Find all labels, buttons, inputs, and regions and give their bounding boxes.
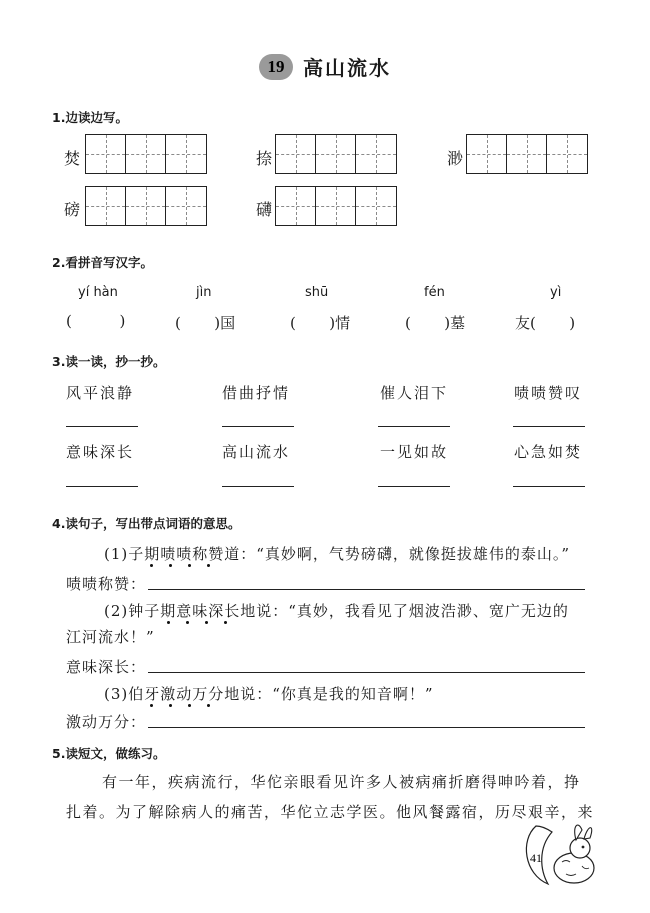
q3-heading: 3.读一读，抄一抄。 [52,354,166,369]
idiom-text: 风平浪静 [66,384,135,402]
answer-label: 激动万分： [66,713,147,731]
char-label: 焚 [64,149,81,168]
emphasis-dot [169,704,172,707]
grid-cell[interactable] [166,135,206,173]
writing-grid[interactable] [275,186,397,226]
answer-line[interactable] [148,589,585,590]
copy-line[interactable] [378,486,450,487]
page-number-emblem [522,818,604,892]
grid-cell[interactable] [126,187,166,225]
sentence-text: (1)子期啧啧称赞道：“真妙啊，气势磅礴，就像挺拔雄伟的泰山。” [104,545,571,563]
copy-line[interactable] [222,426,294,427]
emphasis-dot [186,621,189,624]
emphasis-dot [207,704,210,707]
rabbit-icon [554,825,594,883]
answer-line[interactable] [148,727,585,728]
emphasis-dot [150,704,153,707]
idiom-text: 啧啧赞叹 [514,384,583,402]
idiom-text: 心急如焚 [514,443,583,461]
q2-heading: 2.看拼音写汉字。 [52,255,153,270]
sentence-text: (2)钟子期意味深长地说：“真妙，我看见了烟波浩渺、宽广无边的 [104,602,569,620]
copy-line[interactable] [66,426,138,427]
char-label: 渺 [447,149,464,168]
writing-grid[interactable] [275,134,397,174]
pinyin-text: jìn [196,285,212,300]
grid-cell[interactable] [316,135,356,173]
writing-grid[interactable] [85,186,207,226]
title-bar [0,52,650,81]
sentence-text: 江河流水！” [66,628,155,646]
grid-cell[interactable] [276,187,316,225]
grid-cell[interactable] [547,135,587,173]
emphasis-dot [167,621,170,624]
q1-heading: 1.边读边写。 [52,110,128,125]
answer-blank[interactable]: ( )国 [175,314,236,332]
emphasis-dot [224,621,227,624]
copy-line[interactable] [513,486,585,487]
pinyin-text: yí hàn [78,285,118,300]
pinyin-text: shū [305,285,329,300]
emphasis-dot [150,564,153,567]
answer-label: 啧啧称赞： [66,575,147,593]
pinyin-text: yì [550,285,562,300]
idiom-text: 催人泪下 [380,384,449,402]
answer-blank[interactable]: ( )情 [290,314,351,332]
grid-cell[interactable] [467,135,507,173]
writing-grid[interactable] [85,134,207,174]
sentence-text: (3)伯牙激动万分地说：“你真是我的知音啊！” [104,685,434,703]
copy-line[interactable] [378,426,450,427]
page-number: 41 [530,851,542,865]
passage-text: 有一年，疾病流行，华佗亲眼看见许多人被病痛折磨得呻吟着，挣 [102,773,581,791]
answer-blank[interactable]: 友( ) [515,314,576,332]
lesson-number-badge: 19 [259,54,293,80]
answer-blank[interactable]: ( )墓 [405,314,466,332]
idiom-text: 借曲抒情 [222,384,291,402]
grid-cell[interactable] [86,135,126,173]
grid-cell[interactable] [86,187,126,225]
answer-label: 意味深长： [66,658,147,676]
emphasis-dot [207,564,210,567]
copy-line[interactable] [66,486,138,487]
q4-heading: 4.读句子，写出带点词语的意思。 [52,516,241,531]
page-title: 高山流水 [303,56,391,80]
grid-cell[interactable] [356,135,396,173]
emphasis-dot [205,621,208,624]
grid-cell[interactable] [126,135,166,173]
pinyin-text: fén [424,285,445,300]
copy-line[interactable] [513,426,585,427]
idiom-text: 高山流水 [222,443,291,461]
idiom-text: 一见如故 [380,443,449,461]
grid-cell[interactable] [166,187,206,225]
emphasis-dot [169,564,172,567]
q5-heading: 5.读短文，做练习。 [52,746,166,761]
grid-cell[interactable] [276,135,316,173]
char-label: 礴 [256,200,273,219]
emphasis-dot [188,564,191,567]
copy-line[interactable] [222,486,294,487]
char-label: 捺 [256,149,273,168]
idiom-text: 意味深长 [66,443,135,461]
answer-blank[interactable]: ( ) [66,312,126,330]
answer-line[interactable] [148,672,585,673]
grid-cell[interactable] [316,187,356,225]
passage-text: 扎着。为了解除病人的痛苦，华佗立志学医。他风餐露宿，历尽艰辛，来 [66,803,595,821]
char-label: 磅 [64,200,81,219]
emphasis-dot [188,704,191,707]
grid-cell[interactable] [507,135,547,173]
grid-cell[interactable] [356,187,396,225]
writing-grid[interactable] [466,134,588,174]
